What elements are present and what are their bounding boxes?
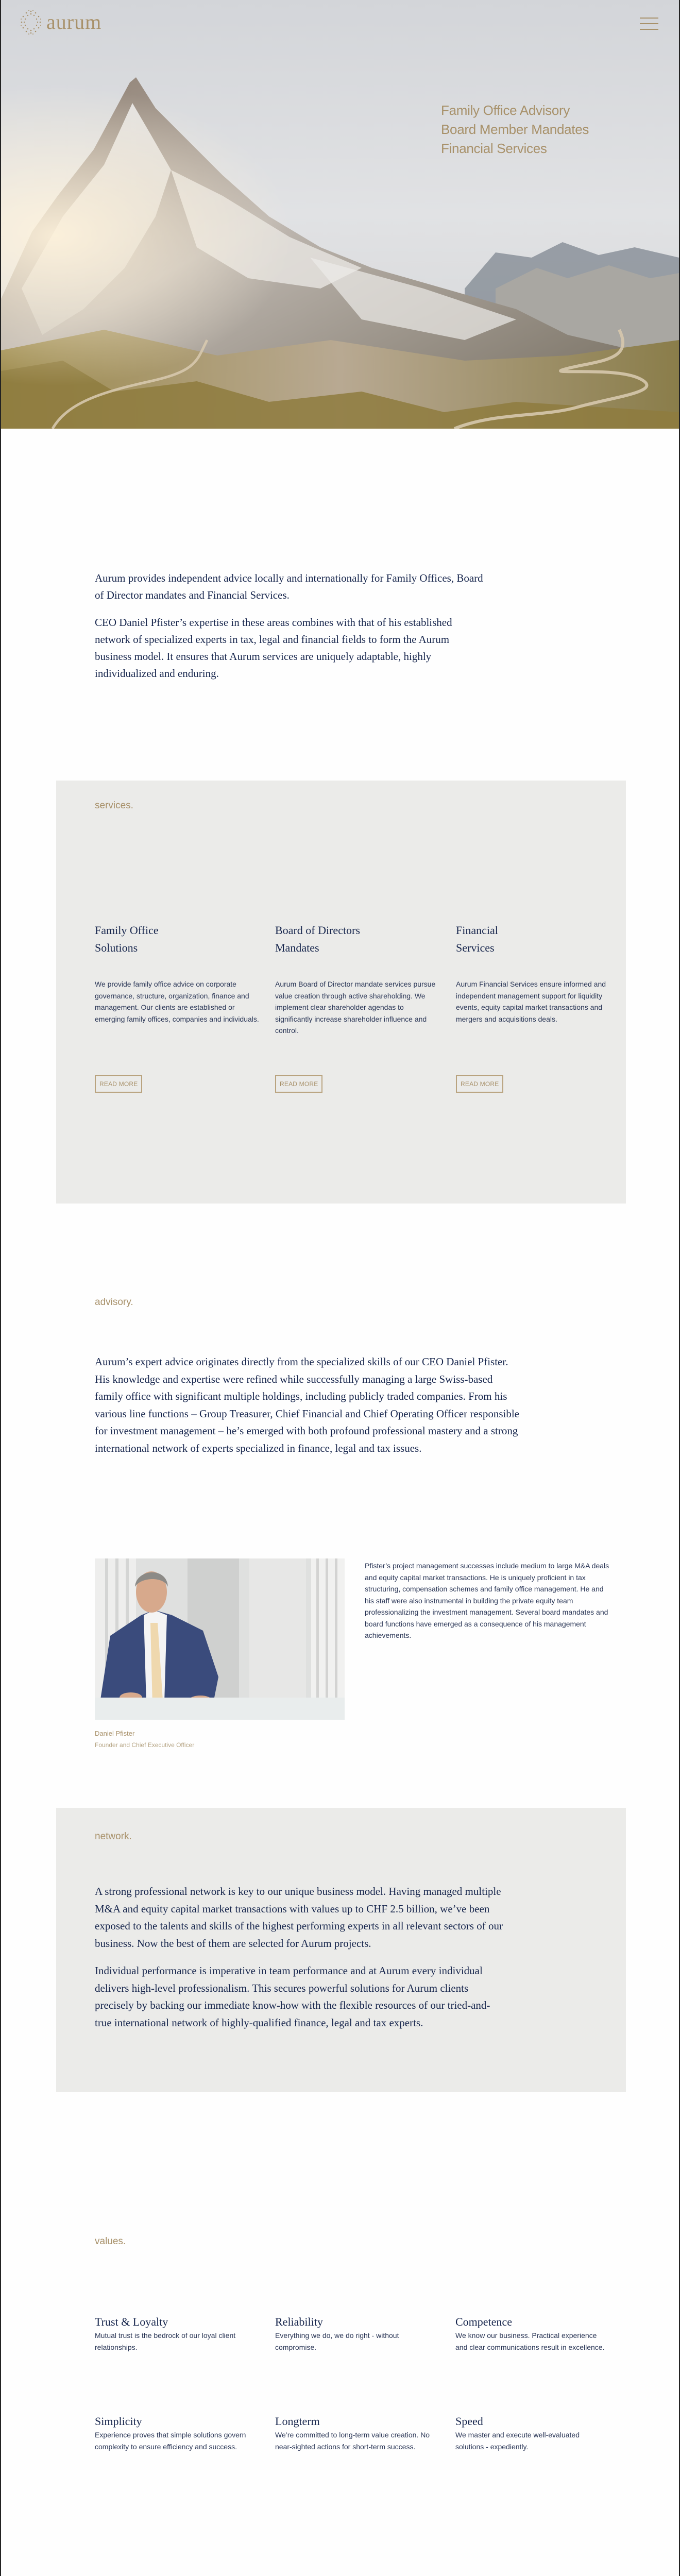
value-longterm [275, 2414, 440, 2452]
menu-button[interactable] [640, 18, 658, 30]
service-title: Family Office Solutions [95, 924, 159, 954]
sun-dots-logo-icon [20, 9, 42, 35]
values-heading: values. [95, 2236, 126, 2247]
services-section [56, 781, 626, 1204]
ceo-title: Founder and Chief Executive Officer [95, 1741, 195, 1749]
network-heading: network. [95, 1831, 132, 1842]
tagline-family-office: Family Office Advisory [441, 103, 570, 118]
value-title: Trust & Loyalty [95, 2315, 168, 2328]
advisory-paragraph: Aurum’s expert advice originates directly from the specialized skills of our CEO Daniel Pfister. His knowledge and expertise were refined while successfully managing a large Swiss-based family office with significant multiple holdings, including publicly traded companies. From his various line functions – Group Treasurer, Chief Financial and Chief Operating Officer responsible for investment management – he’s emerged with both profound professional mastery and a strong international network of experts specialized in finance, legal and tax issues. [95, 1355, 519, 1454]
service-card-family-office [95, 922, 260, 1093]
intro-section [95, 570, 486, 692]
value-title: Speed [455, 2415, 483, 2428]
network-section [56, 1808, 626, 2092]
service-description: Aurum Financial Services ensure informed and independent management support for liquidity events, equity capital market transactions and mergers and acquisitions deals. [456, 980, 606, 1023]
value-description: Mutual trust is the bedrock of our loyal client relationships. [95, 2331, 236, 2351]
hamburger-icon-line [640, 18, 658, 19]
aurum-logo[interactable] [20, 9, 101, 35]
hamburger-icon-line [640, 29, 658, 30]
value-description: Experience proves that simple solutions govern complexity to ensure efficiency and success. [95, 2431, 246, 2451]
tagline-board-member: Board Member Mandates [441, 122, 589, 137]
network-paragraph: Individual performance is imperative in team performance and at Aurum every individual delivers high-level professionalism. This secures powerful solutions for Aurum clients precisely by backing our immediate know-how with the flexible resources of our tried-and-true international network of highly-qualified finance, legal and tax experts. [95, 1964, 490, 2029]
value-trust-loyalty [95, 2314, 260, 2353]
value-simplicity [95, 2414, 260, 2452]
ceo-name: Daniel Pfister [95, 1730, 135, 1737]
value-speed [455, 2414, 610, 2452]
value-competence [455, 2314, 610, 2353]
intro-paragraph: Aurum provides independent advice locally and internationally for Family Offices, Board of Director mandates and Financial Services. [95, 572, 483, 601]
hamburger-icon-line [640, 23, 658, 24]
value-description: We’re committed to long-term value creation. No near-sighted actions for short-term success. [275, 2431, 430, 2451]
read-more-button[interactable]: READ MORE [456, 1075, 503, 1093]
service-title: Financial Services [456, 924, 498, 954]
value-description: We know our business. Practical experience and clear communications result in excellence. [455, 2331, 605, 2351]
service-description: We provide family office advice on corporate governance, structure, organization, finance and management. Our clients are established or emerging family offices, companies and individuals. [95, 980, 259, 1023]
service-card-financial-services [456, 922, 621, 1093]
ceo-bio: Pfister’s project management successes include medium to large M&A deals and equity capital market transactions. He is uniquely proficient in tax structuring, compensation schemes and family office management. He and his staff were also instrumental in building the private equity team professionalizing the investment management. Several board mandates and board functions have emerged as a consequence of his management achievements. [365, 1562, 609, 1639]
value-description: Everything we do, we do right - without compromise. [275, 2331, 399, 2351]
tagline-financial-services: Financial Services [441, 141, 547, 156]
read-more-button[interactable]: READ MORE [275, 1075, 322, 1093]
advisory-heading: advisory. [95, 1297, 133, 1308]
value-description: We master and execute well-evaluated solutions - expediently. [455, 2431, 580, 2451]
ceo-portrait-photo [95, 1558, 345, 1720]
service-title: Board of Directors Mandates [275, 924, 360, 954]
read-more-button[interactable]: READ MORE [95, 1075, 142, 1093]
intro-paragraph: CEO Daniel Pfister’s expertise in these areas combines with that of his established network of specialized experts in tax, legal and financial fields to form the Aurum business model. It ensures that Aurum services are uniquely adaptable, highly individualized and enduring. [95, 616, 452, 680]
service-description: Aurum Board of Director mandate services pursue value creation through active shareholding. We implement clear shareholder agendas to significantly increase shareholder influence and control. [275, 980, 436, 1035]
network-paragraph: A strong professional network is key to our unique business model. Having managed multiple M&A and equity capital market transactions with values up to CHF 2.5 billion, we’ve been exposed to the talents and skills of the highest performing experts in all relevant sectors of our business. Now the best of them are selected for Aurum projects. [95, 1885, 503, 1950]
value-title: Longterm [275, 2415, 320, 2428]
mountain-landscape-image [1, 0, 679, 429]
services-heading: services. [95, 800, 133, 811]
hero-banner [1, 0, 679, 429]
service-card-board-mandates [275, 922, 440, 1093]
value-title: Reliability [275, 2315, 323, 2328]
value-title: Competence [455, 2315, 512, 2328]
value-reliability [275, 2314, 440, 2353]
portrait-image [95, 1558, 345, 1720]
hero-taglines [441, 101, 589, 158]
value-title: Simplicity [95, 2415, 142, 2428]
logo-wordmark: aurum [46, 10, 102, 33]
